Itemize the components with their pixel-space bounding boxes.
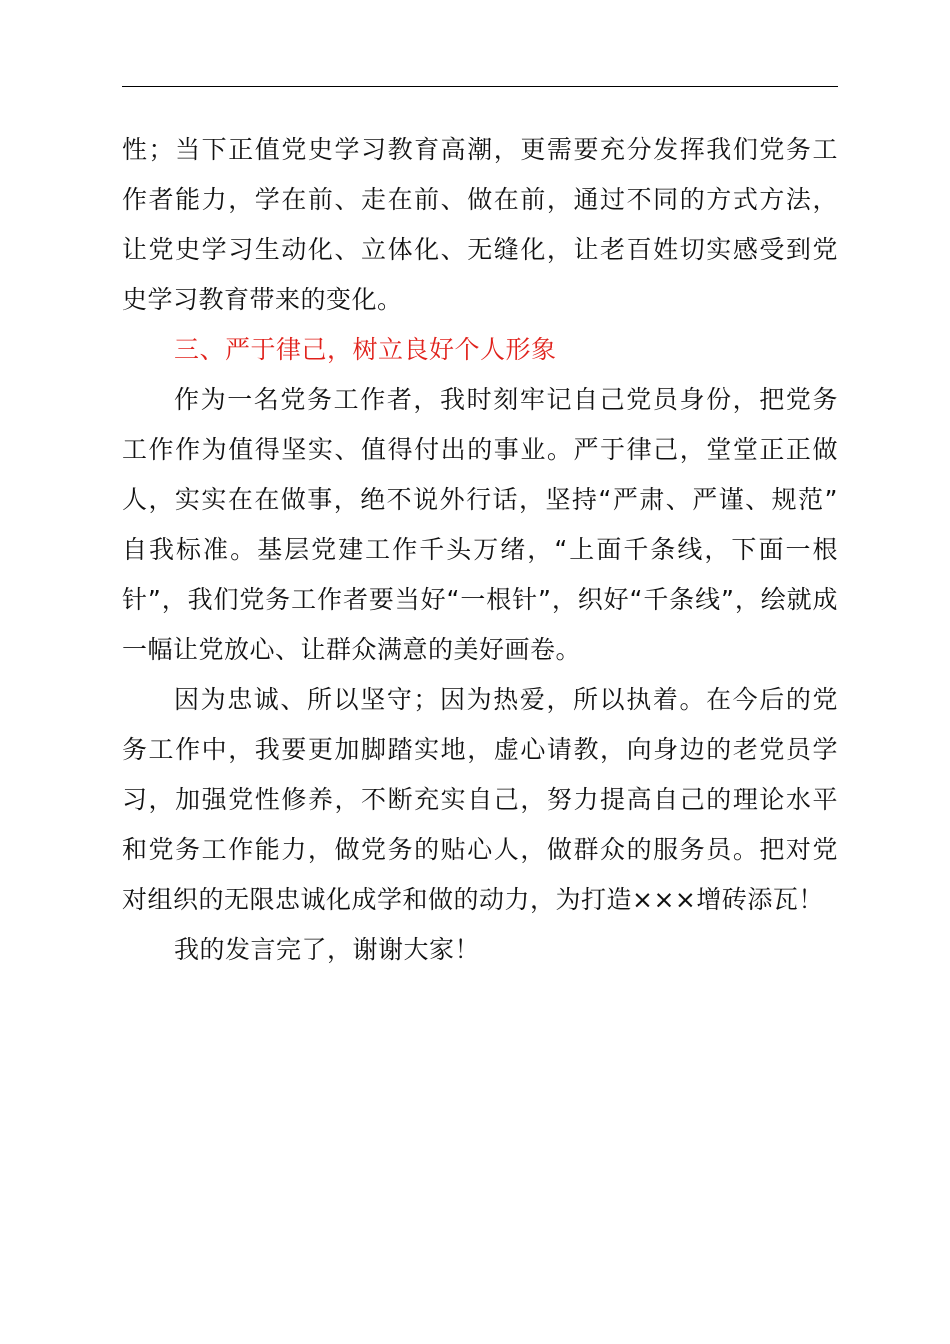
text-line: 让党史学习生动化、立体化、无缝化，让老百姓切实感受到党	[122, 235, 838, 264]
text-line: 自我标准。基层党建工作千头万绪，“上面千条线，下面一根	[122, 535, 838, 564]
paragraph	[122, 925, 838, 975]
text-line: 史学习教育带来的变化。	[122, 285, 403, 314]
text-line: 务工作中，我要更加脚踏实地，虚心请教，向身边的老党员学	[122, 735, 838, 764]
text-line: 和党务工作能力，做党务的贴心人，做群众的服务员。把对党	[122, 835, 838, 864]
text-line: 对组织的无限忠诚化成学和做的动力，为打造×××增砖添瓦！	[122, 885, 824, 914]
text-line: 我的发言完了，谢谢大家！	[174, 935, 481, 964]
text-line: 针”，我们党务工作者要当好“一根针”，织好“千条线”，绘就成	[122, 585, 838, 614]
paragraph	[122, 675, 838, 925]
text-line: 因为忠诚、所以坚守；因为热爱，所以执着。在今后的党	[174, 685, 838, 714]
text-line: 作为一名党务工作者，我时刻牢记自己党员身份，把党务	[174, 385, 838, 414]
paragraph	[122, 125, 838, 325]
text-line: 一幅让党放心、让群众满意的美好画卷。	[122, 635, 582, 664]
text-line: 人，实实在在做事，绝不说外行话，坚持“严肃、严谨、规范”	[122, 485, 838, 514]
document-body	[122, 125, 838, 975]
text-line: 作者能力，学在前、走在前、做在前，通过不同的方式方法，	[122, 185, 838, 214]
text-line: 习，加强党性修养，不断充实自己，努力提高自己的理论水平	[122, 785, 838, 814]
text-line: 性；当下正值党史学习教育高潮，更需要充分发挥我们党务工	[122, 135, 838, 164]
paragraph	[122, 375, 838, 675]
text-line: 工作作为值得坚实、值得付出的事业。严于律己，堂堂正正做	[122, 435, 838, 464]
heading-text: 三、严于律己，树立良好个人形象	[174, 335, 557, 364]
header-rule	[122, 86, 838, 87]
section-heading	[122, 325, 838, 375]
